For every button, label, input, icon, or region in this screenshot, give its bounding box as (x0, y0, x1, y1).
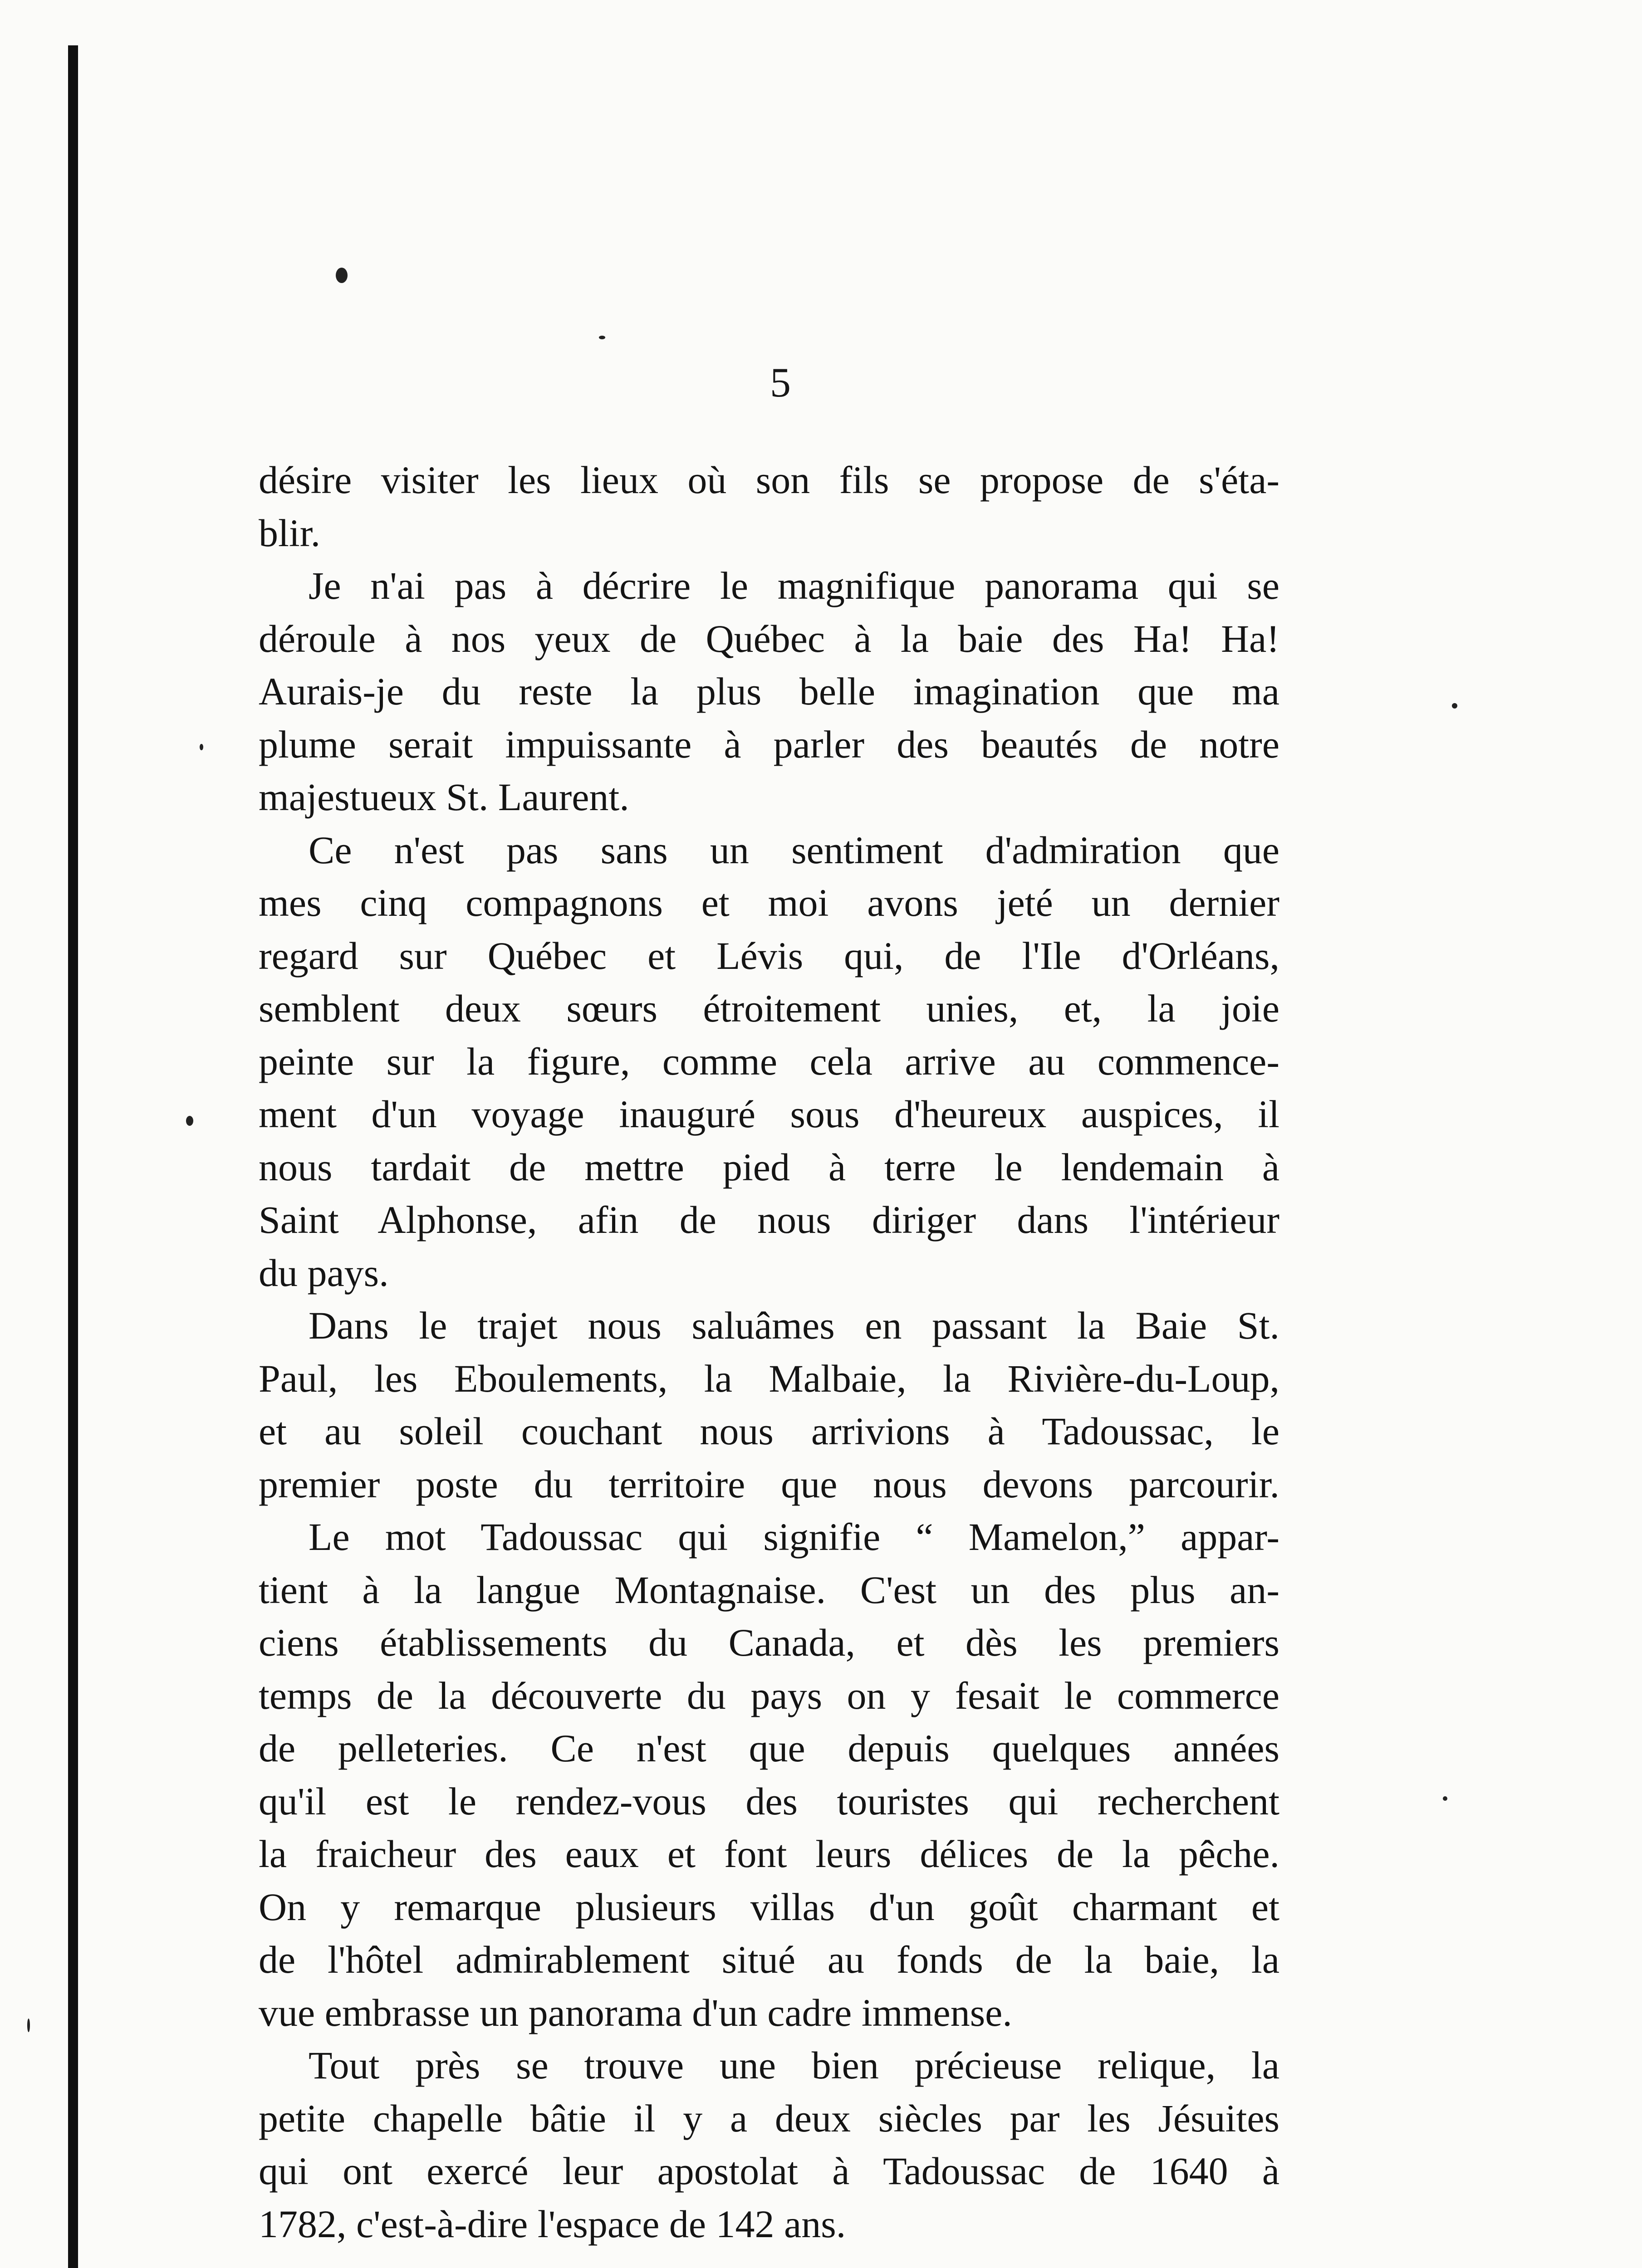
scan-speck (1452, 703, 1457, 709)
text-line: regard sur Québec et Lévis qui, de l'Ile d'Orléans, (259, 934, 1279, 978)
text-line: semblent deux sœurs étroitement unies, et, la joie (259, 987, 1279, 1030)
text-line: premier poste du territoire que nous devons parcourir. (259, 1462, 1279, 1506)
text-line: Ce n'est pas sans un sentiment d'admiration que (309, 828, 1279, 872)
text-line: Saint Alphonse, afin de nous diriger dans l'intérieur (259, 1198, 1279, 1242)
text-line: la fraicheur des eaux et font leurs délices de la pêche. (259, 1832, 1279, 1876)
page-number: 5 (770, 359, 791, 406)
text-line: du pays. (259, 1251, 389, 1295)
scan-speck (599, 336, 605, 339)
text-line: Le mot Tadoussac qui signifie “ Mamelon,” appar- (309, 1515, 1279, 1559)
binding-edge (68, 45, 78, 2268)
scan-speck (27, 2019, 30, 2032)
scan-speck (336, 268, 348, 283)
text-line: tient à la langue Montagnaise. C'est un des plus an- (259, 1568, 1279, 1612)
scan-speck (186, 1116, 193, 1126)
text-line: ment d'un voyage inauguré sous d'heureux auspices, il (259, 1092, 1279, 1136)
text-line: 1782, c'est-à-dire l'espace de 142 ans. (259, 2202, 846, 2246)
text-line: qu'il est le rendez-vous des touristes qui recherchent (259, 1779, 1279, 1823)
text-line: désire visiter les lieux où son fils se propose de s'éta- (259, 458, 1279, 502)
scan-speck (200, 744, 203, 750)
text-line: de l'hôtel admirablement situé au fonds de la baie, la (259, 1938, 1279, 1981)
text-line: ciens établissements du Canada, et dès les premiers (259, 1621, 1279, 1664)
text-line: de pelleteries. Ce n'est que depuis quelques années (259, 1726, 1279, 1770)
text-line: majestueux St. Laurent. (259, 775, 629, 819)
text-line: Aurais-je du reste la plus belle imagination que ma (259, 670, 1279, 713)
text-line: peinte sur la figure, comme cela arrive au commence- (259, 1039, 1279, 1083)
text-line: Je n'ai pas à décrire le magnifique panorama qui se (309, 564, 1279, 607)
text-line: nous tardait de mettre pied à terre le lendemain à (259, 1145, 1279, 1189)
text-line: qui ont exercé leur apostolat à Tadoussac de 1640 à (259, 2149, 1279, 2193)
text-line: Dans le trajet nous saluâmes en passant la Baie St. (309, 1304, 1279, 1347)
text-line: blir. (259, 511, 321, 555)
text-line: déroule à nos yeux de Québec à la baie des Ha! Ha! (259, 616, 1279, 660)
text-line: temps de la découverte du pays on y fesait le commerce (259, 1673, 1279, 1717)
text-line: On y remarque plusieurs villas d'un goût charmant et (259, 1885, 1279, 1929)
text-line: mes cinq compagnons et moi avons jeté un dernier (259, 881, 1279, 924)
text-line: petite chapelle bâtie il y a deux siècles par les Jésuites (259, 2096, 1279, 2140)
text-line: plume serait impuissante à parler des beautés de notre (259, 722, 1279, 766)
text-line: et au soleil couchant nous arrivions à Tadoussac, le (259, 1409, 1279, 1453)
text-line: Paul, les Eboulements, la Malbaie, la Rivière-du-Loup, (259, 1356, 1279, 1400)
text-line: Tout près se trouve une bien précieuse relique, la (309, 2043, 1279, 2087)
body-text (259, 454, 1279, 2250)
text-line: vue embrasse un panorama d'un cadre immense. (259, 1990, 1012, 2034)
scan-speck (1443, 1796, 1447, 1801)
